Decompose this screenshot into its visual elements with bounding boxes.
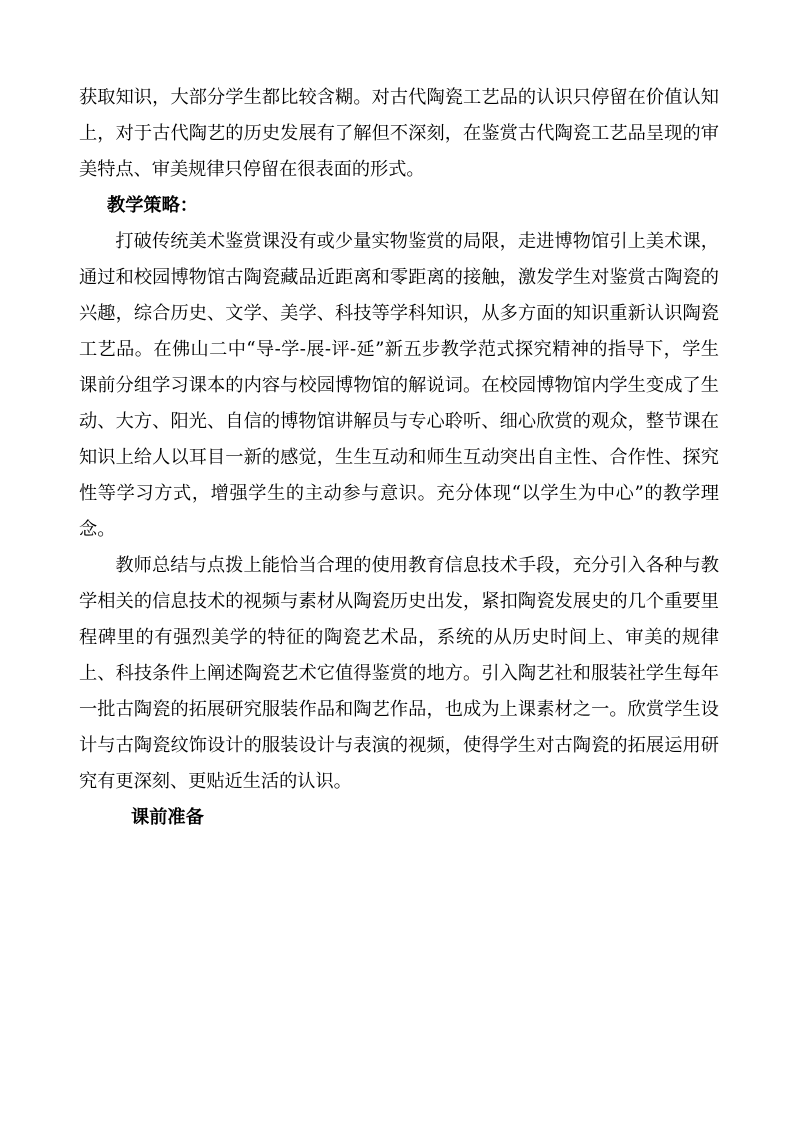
heading-class-preparation: 课前准备 [131,807,204,828]
paragraph-strategy-museum: 打破传统美术鉴赏课没有或少量实物鉴赏的局限，走进博物馆引上美术课，通过和校园博物馆古陶瓷藏品近距离和零距离的接触，激发学生对鉴赏古陶瓷的兴趣，综合历史、文学、美学、科技等学科知识，从多方面的知识重新认识陶瓷工艺品。在佛山二中“导-学-展-评-延”新五步教学范式探究精神的指导下，学生课前分组学习课本的内容与校园博物馆的解说词。在校园博物馆内学生变成了生动、大方、阳光、自信的博物馆讲解员与专心聆听、细心欣赏的观众，整节课在知识上给人以耳目一新的感觉，生生互动和师生互动突出自主性、合作性、探究性等学习方式，增强学生的主动参与意识。充分体现“以学生为中心”的教学理念。 [79,231,719,540]
paragraph-strategy-technology: 教师总结与点拨上能恰当合理的使用教育信息技术手段，充分引入各种与教学相关的信息技术的视频与素材从陶瓷历史出发，紧扣陶瓷发展史的几个重要里程碑里的有强烈美学的特征的陶瓷艺术品，系统的从历史时间上、审美的规律上、科技条件上阐述陶瓷艺术它值得鉴赏的地方。引入陶艺社和服装社学生每年一批古陶瓷的拓展研究服装作品和陶艺作品，也成为上课素材之一。欣赏学生设计与古陶瓷纹饰设计的服装设计与表演的视频，使得学生对古陶瓷的拓展运用研究有更深刻、更贴近生活的认识。 [79,555,719,792]
document-body [79,80,719,836]
paragraph-learning-situation: 获取知识，大部分学生都比较含糊。对古代陶瓷工艺品的认识只停留在价值认知上，对于古代陶艺的历史发展有了解但不深刻，在鉴赏古代陶瓷工艺品呈现的审美特点、审美规律只停留在很表面的形式。 [79,87,719,180]
heading-teaching-strategy: 教学策略： [107,195,198,216]
